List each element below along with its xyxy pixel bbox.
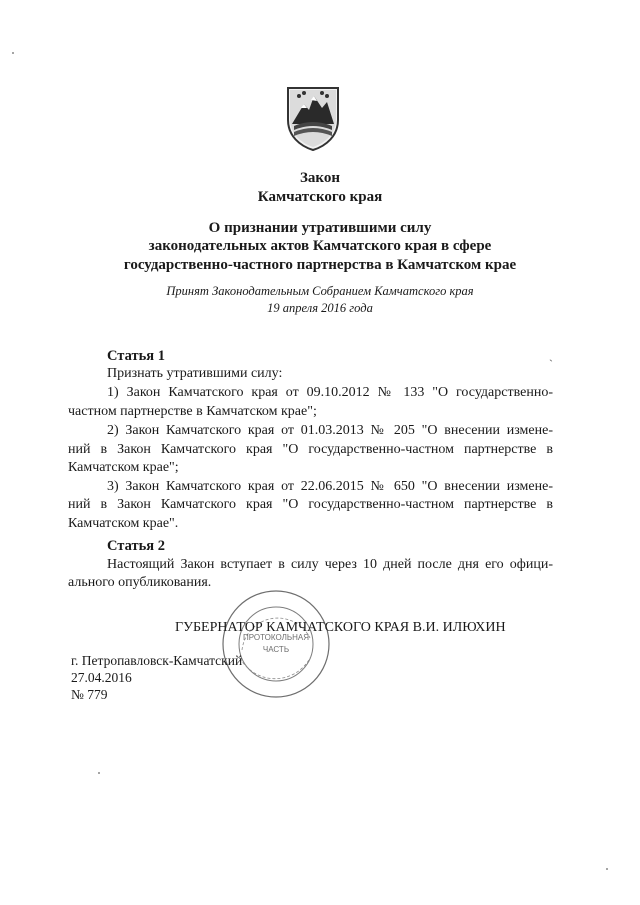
- article-1-line: Признать утратившими силу:: [107, 366, 283, 381]
- margin-mark: ˏ: [549, 348, 553, 362]
- article-1-line: 2) Закон Камчатского края от 01.03.2013 № 205 "О внесении измене-: [107, 423, 553, 438]
- article-1-line: 3) Закон Камчатского края от 22.06.2015 № 650 "О внесении измене-: [107, 479, 553, 494]
- article-1-line: 1) Закон Камчатского края от 09.10.2012 № 133 "О государственно-: [107, 385, 553, 400]
- law-title-line: О признании утратившими силу: [208, 220, 432, 236]
- scan-speck: [12, 52, 14, 54]
- scan-speck: [98, 772, 100, 774]
- article-1-line: частном партнерстве в Камчатском крае";: [68, 404, 317, 419]
- scan-speck: [606, 868, 608, 870]
- adopted-by: Принят Законодательным Собранием Камчатского края: [166, 284, 474, 298]
- article-1-line: Камчатском крае";: [68, 460, 179, 475]
- stamp-text: ЧАСТЬ: [262, 645, 290, 654]
- article-1-line: Камчатском крае".: [68, 516, 179, 531]
- law-heading: Закон: [299, 170, 340, 186]
- law-title-line: государственно-частного партнерства в Камчатском крае: [123, 257, 517, 273]
- region-heading: Камчатского края: [257, 189, 383, 205]
- article-1-line: ний в Закон Камчатского края "О государственно-частном партнерстве в: [68, 497, 553, 512]
- law-number: № 779: [71, 687, 108, 702]
- article-1-heading: Статья 1: [107, 348, 165, 364]
- article-1-line: ний в Закон Камчатского края "О государственно-частном партнерстве в: [68, 442, 553, 457]
- coat-of-arms-emblem: [282, 82, 344, 152]
- signing-city: г. Петропавловск-Камчатский: [71, 653, 243, 668]
- governor-signature: ГУБЕРНАТОР КАМЧАТСКОГО КРАЯ В.И. ИЛЮХИН: [175, 620, 506, 635]
- official-stamp: [220, 588, 332, 700]
- article-2-line: Настоящий Закон вступает в силу через 10 дней после дня его офици-: [107, 557, 553, 572]
- article-2-line: ального опубликования.: [68, 575, 212, 590]
- stamp-text: ПРОТОКОЛЬНАЯ: [243, 633, 309, 642]
- article-2-heading: Статья 2: [107, 538, 165, 554]
- law-title-line: законодательных актов Камчатского края в сфере: [148, 238, 492, 254]
- signing-date: 27.04.2016: [71, 670, 132, 685]
- adopted-date: 19 апреля 2016 года: [267, 301, 373, 315]
